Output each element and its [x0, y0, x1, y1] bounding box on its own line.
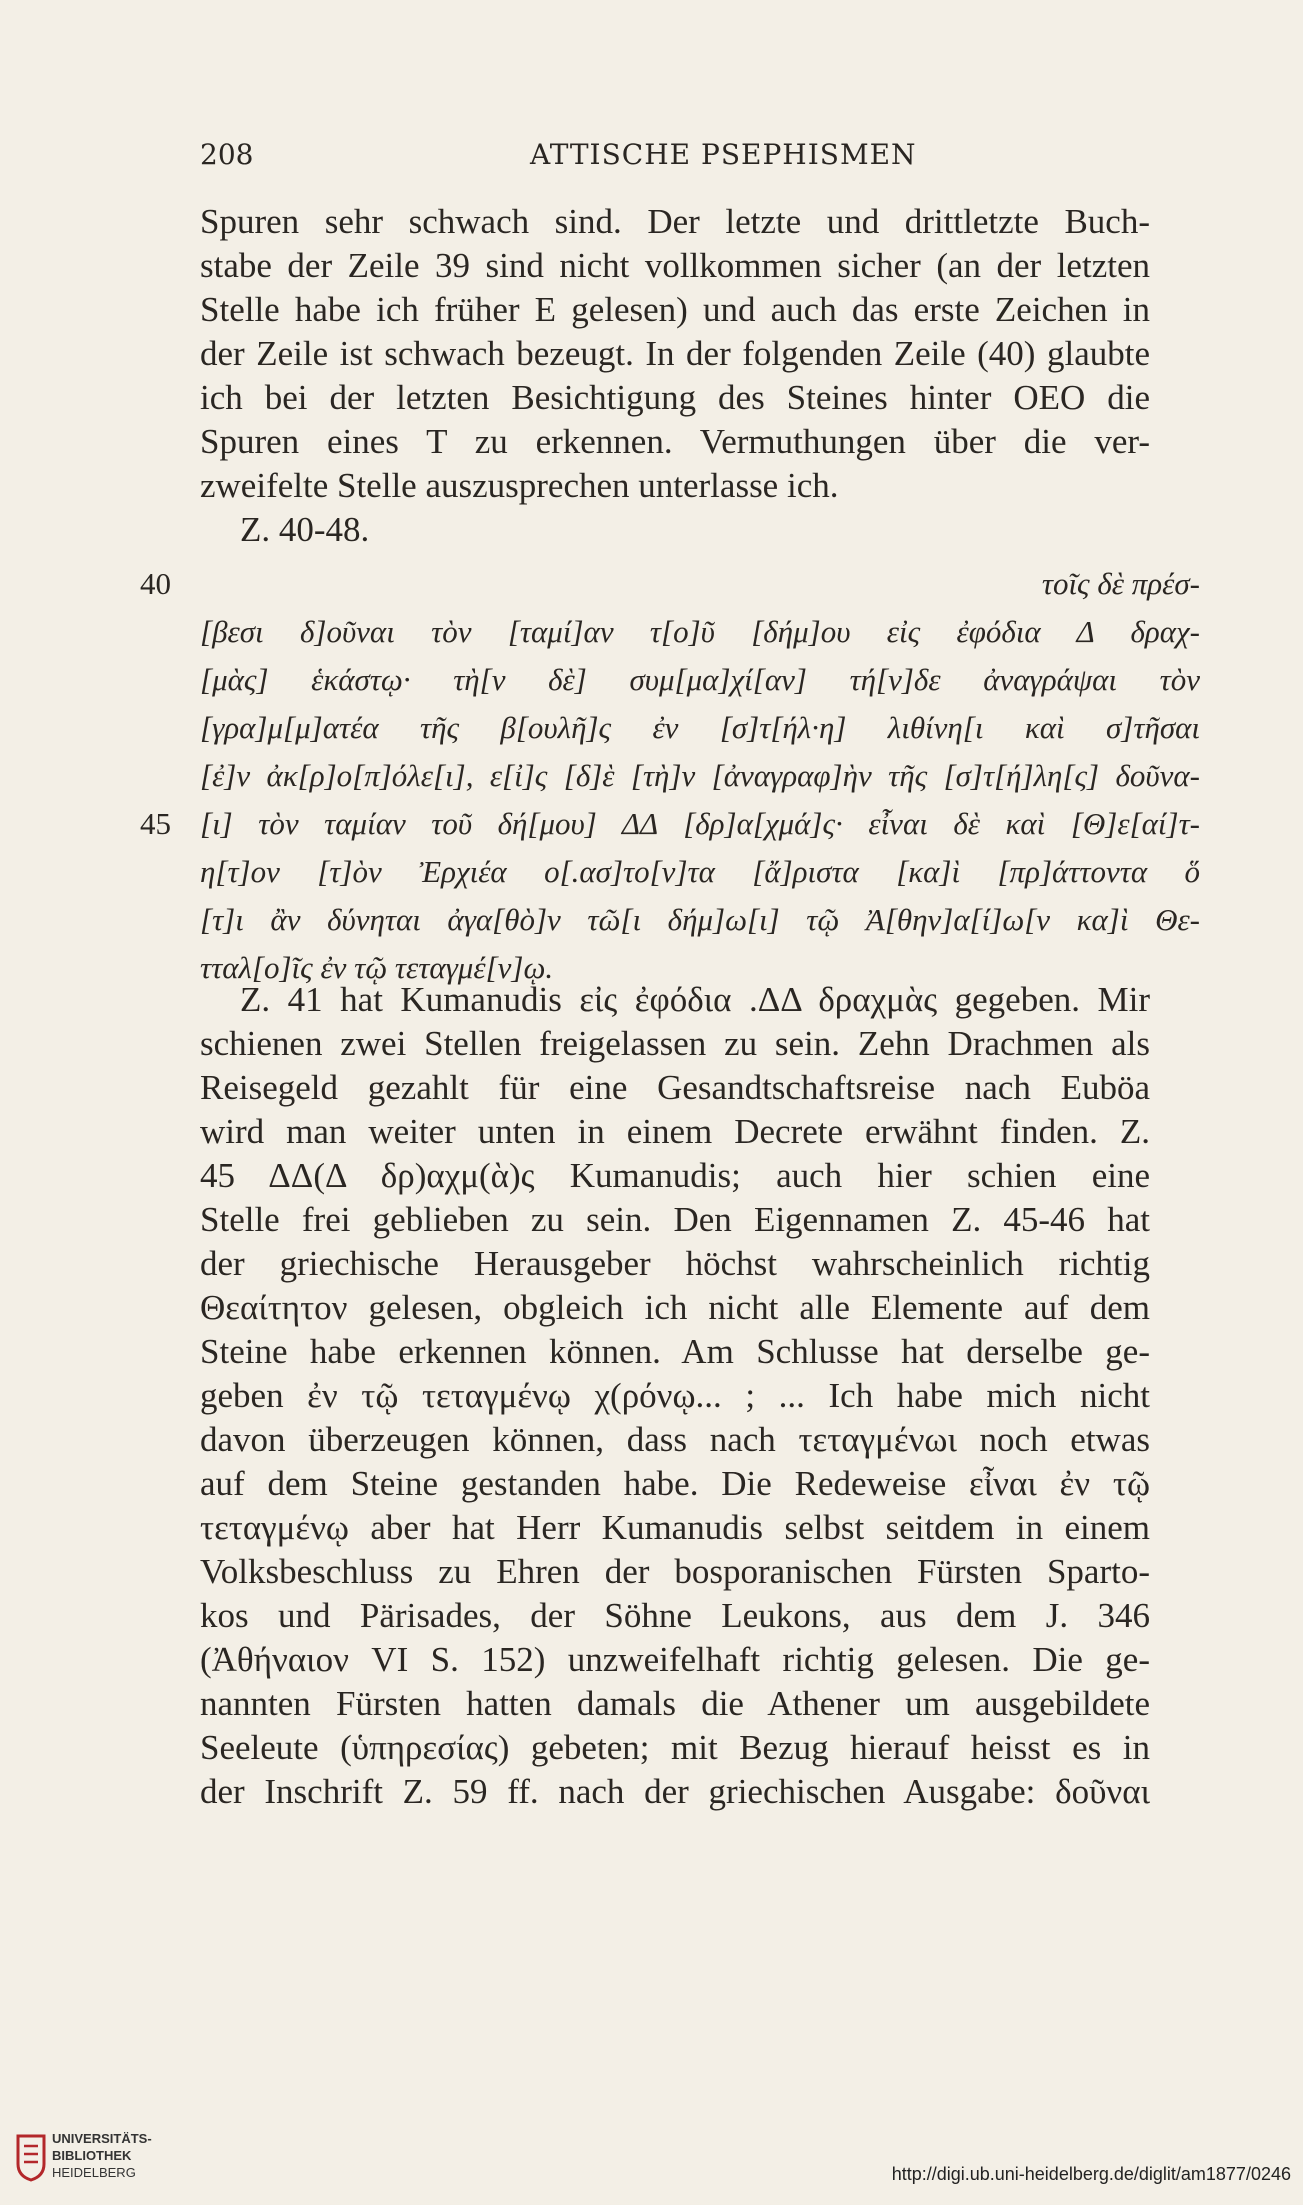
- body-line: schienen zwei Stellen freigelassen zu sein. Zehn Drachmen als: [200, 1024, 1150, 1063]
- body-line: 45 ΔΔ(Δ δρ)αχμ(ὰ)ς Kumanudis; auch hier schien eine: [200, 1156, 1150, 1195]
- body-line: Seeleute (ὑπηρεσίας) gebeten; mit Bezug hierauf heisst es in: [200, 1728, 1150, 1767]
- running-title: ATTISCHE PSEPHISMEN: [530, 138, 917, 171]
- section-label: Z. 40-48.: [240, 510, 370, 549]
- body-line: wird man weiter unten in einem Decrete erwähnt finden. Z.: [200, 1112, 1150, 1151]
- body-line: der Zeile ist schwach bezeugt. In der folgenden Zeile (40) glaubte: [200, 334, 1150, 373]
- body-line: Steine habe erkennen können. Am Schlusse hat derselbe ge-: [200, 1332, 1150, 1371]
- body-line: zweifelte Stelle auszusprechen unterlasse ich.: [200, 466, 839, 505]
- inscription-line: [ι] τὸν ταμίαν τοῦ δή[μου] ΔΔ [δρ]α[χμά]ς· εἶναι δὲ καὶ [Θ]ε[αί]τ-: [200, 806, 1200, 841]
- body-line: Reisegeld gezahlt für eine Gesandtschaftsreise nach Euböa: [200, 1068, 1150, 1107]
- body-line: τεταγμένῳ aber hat Herr Kumanudis selbst seitdem in einem: [200, 1508, 1150, 1547]
- inscription-line: τοῖς δὲ πρέσ-: [1041, 566, 1200, 601]
- body-line: Stelle frei geblieben zu sein. Den Eigennamen Z. 45-46 hat: [200, 1200, 1150, 1239]
- logo-text: [52, 2130, 152, 2181]
- inscription-line: [γρα]μ[μ]ατέα τῆς β[ουλῆ]ς ἐν [σ]τ[ήλ·η] λιθίνη[ι καὶ σ]τῆσαι: [200, 710, 1200, 745]
- body-line: Spuren eines T zu erkennen. Vermuthungen über die ver-: [200, 422, 1150, 461]
- body-line: (Ἀθήναιον VI S. 152) unzweifelhaft richtig gelesen. Die ge-: [200, 1640, 1150, 1679]
- inscription-line: τταλ[ο]ῖς ἐν τῷ τεταγμέ[ν]ῳ.: [200, 950, 554, 985]
- body-line: Spuren sehr schwach sind. Der letzte und drittletzte Buch-: [200, 202, 1150, 241]
- inscription-line: η[τ]ον [τ]ὸν Ἐρχιέα ο[.ασ]το[ν]τα [ἄ]ριστα [κα]ὶ [πρ]άττοντα ὅ: [200, 854, 1200, 889]
- body-line: kos und Pärisades, der Söhne Leukons, aus dem J. 346: [200, 1596, 1150, 1635]
- body-line: geben ἐν τῷ τεταγμένῳ χ(ρόνῳ... ; ... Ich habe mich nicht: [200, 1376, 1150, 1415]
- inscription-line: [βεσι δ]οῦναι τὸν [ταμί]αν τ[ο]ῦ [δήμ]ου εἰς ἐφόδια Δ δραχ-: [200, 614, 1200, 649]
- body-line: der griechische Herausgeber höchst wahrscheinlich richtig: [200, 1244, 1150, 1283]
- body-line: auf dem Steine gestanden habe. Die Redeweise εἶναι ἐν τῷ: [200, 1464, 1150, 1503]
- body-line: Z. 41 hat Kumanudis εἰς ἐφόδια .ΔΔ δραχμὰς gegeben. Mir: [240, 980, 1150, 1019]
- body-line: Stelle habe ich früher E gelesen) und auch das erste Zeichen in: [200, 290, 1150, 329]
- body-line: stabe der Zeile 39 sind nicht vollkommen sicher (an der letzten: [200, 246, 1150, 285]
- library-logo: [14, 2130, 174, 2196]
- source-url-link[interactable]: http://digi.ub.uni-heidelberg.de/diglit/am1877/0246: [891, 2164, 1291, 2184]
- body-line: Θεαίτητον gelesen, obgleich ich nicht alle Elemente auf dem: [200, 1288, 1150, 1327]
- logo-line: UNIVERSITÄTS-: [52, 2131, 152, 2146]
- logo-line: BIBLIOTHEK: [52, 2148, 132, 2163]
- page-number: 208: [200, 138, 254, 171]
- body-line: Volksbeschluss zu Ehren der bosporanischen Fürsten Sparto-: [200, 1552, 1150, 1591]
- body-line: der Inschrift Z. 59 ff. nach der griechischen Ausgabe: δοῦναι: [200, 1772, 1150, 1811]
- body-line: ich bei der letzten Besichtigung des Steines hinter ΟΕΟ die: [200, 378, 1150, 417]
- body-line: nannten Fürsten hatten damals die Athener um ausgebildete: [200, 1684, 1150, 1723]
- logo-line: HEIDELBERG: [52, 2165, 136, 2180]
- inscription-line: [ἐ]ν ἀκ[ρ]ο[π]όλε[ι], ε[ἰ]ς [δ]ὲ [τὴ]ν [ἀναγραφ]ὴν τῆς [σ]τ[ή]λη[ς] δοῦνα-: [200, 758, 1200, 793]
- inscription-line-number: 45: [140, 806, 171, 841]
- inscription-line: [μὰς] ἑκάστῳ· τὴ[ν δὲ] συμ[μα]χί[αν] τή[ν]δε ἀναγράψαι τὸν: [200, 662, 1200, 697]
- inscription-line: [τ]ι ἂν δύνηται ἀγα[θὸ]ν τῶ[ι δήμ]ω[ι] τῷ Ἀ[θην]α[ί]ω[ν κα]ὶ Θε-: [200, 902, 1200, 937]
- inscription-line-number: 40: [140, 566, 171, 601]
- body-line: davon überzeugen können, dass nach τεταγμένωι noch etwas: [200, 1420, 1150, 1459]
- library-seal-icon: [14, 2134, 48, 2182]
- page-header: [200, 138, 1100, 178]
